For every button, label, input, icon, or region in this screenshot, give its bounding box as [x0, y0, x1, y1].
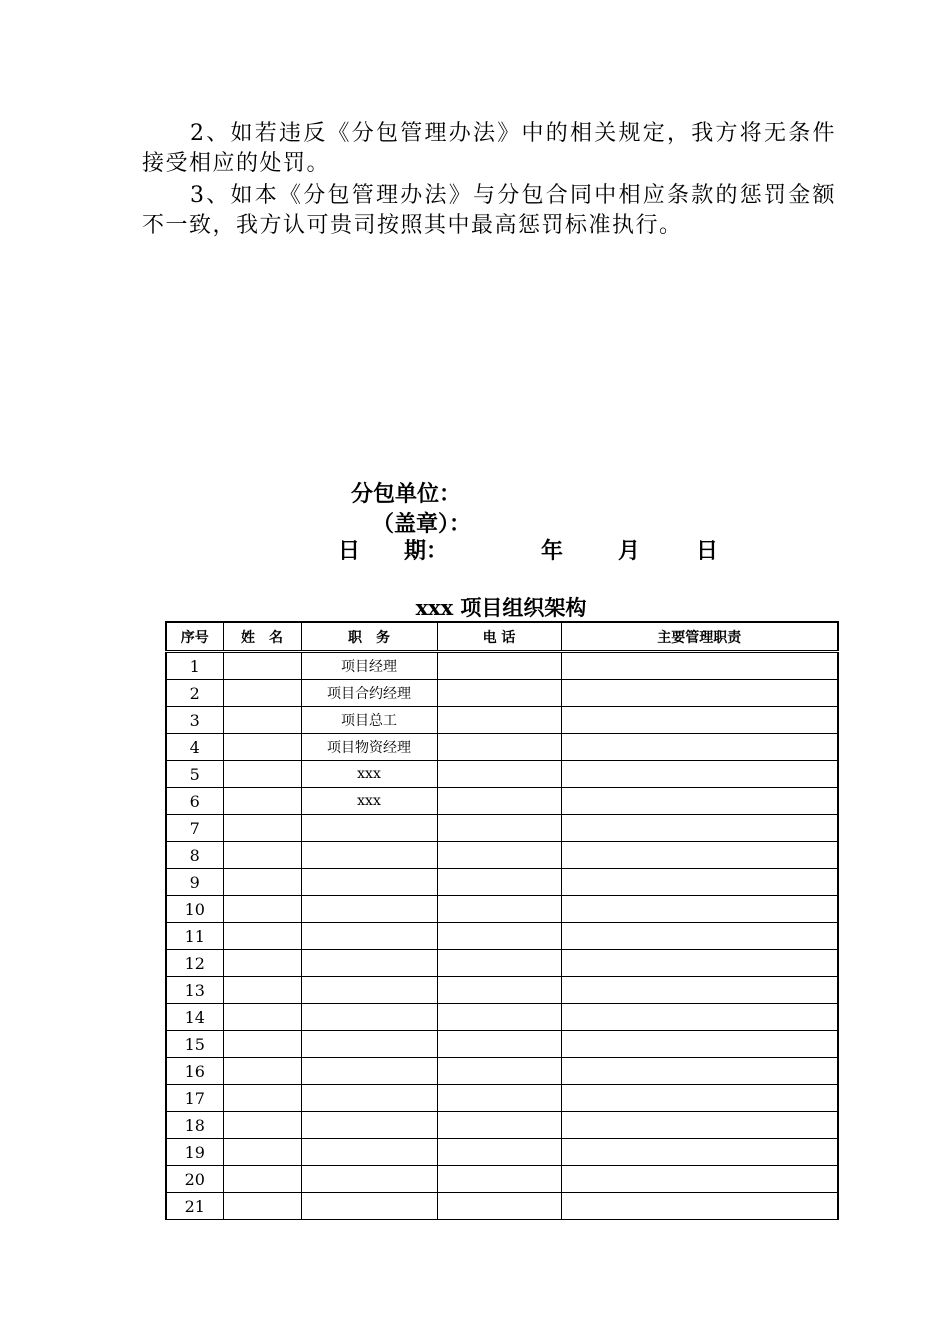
row-responsibilities-cell — [561, 950, 838, 977]
row-phone-cell — [437, 815, 561, 842]
row-name-cell — [223, 1004, 301, 1031]
row-position-cell — [301, 1112, 437, 1139]
row-name-cell — [223, 761, 301, 788]
row-serial-no: 14 — [166, 1004, 223, 1031]
table-row — [166, 1058, 838, 1085]
row-serial-no: 11 — [166, 923, 223, 950]
clause-3-paragraph: 3、如本《分包管理办法》与分包合同中相应条款的惩罚金额不一致，我方认可贵司按照其中最高惩罚标准执行。 — [142, 183, 836, 238]
table-row — [166, 950, 838, 977]
table-row — [166, 1193, 838, 1220]
table-row — [166, 869, 838, 896]
row-position-cell — [301, 1166, 437, 1193]
row-serial-no: 5 — [166, 761, 223, 788]
row-position-cell — [301, 1004, 437, 1031]
row-name-cell — [223, 707, 301, 734]
table-row — [166, 652, 838, 680]
row-position-cell: xxx — [301, 761, 437, 788]
row-phone-cell — [437, 680, 561, 707]
subcontractor-unit-label: 分包单位： — [351, 482, 462, 507]
row-phone-cell — [437, 1112, 561, 1139]
row-name-cell — [223, 1058, 301, 1085]
row-serial-no: 4 — [166, 734, 223, 761]
row-name-cell — [223, 923, 301, 950]
row-phone-cell — [437, 1004, 561, 1031]
row-serial-no: 17 — [166, 1085, 223, 1112]
row-responsibilities-cell — [561, 788, 838, 815]
row-responsibilities-cell — [561, 734, 838, 761]
header-serial-no: 序号 — [166, 622, 223, 652]
row-responsibilities-cell — [561, 652, 838, 680]
row-serial-no: 6 — [166, 788, 223, 815]
row-serial-no: 12 — [166, 950, 223, 977]
row-position-cell — [301, 1193, 437, 1220]
org-chart-title: xxx 项目组织架构 — [415, 595, 587, 620]
row-phone-cell — [437, 1193, 561, 1220]
header-responsibilities: 主要管理职责 — [561, 622, 838, 652]
table-row — [166, 788, 838, 815]
row-name-cell — [223, 1112, 301, 1139]
row-responsibilities-cell — [561, 1139, 838, 1166]
row-position-cell: 项目总工 — [301, 707, 437, 734]
row-responsibilities-cell — [561, 1112, 838, 1139]
row-serial-no: 7 — [166, 815, 223, 842]
row-responsibilities-cell — [561, 707, 838, 734]
row-responsibilities-cell — [561, 923, 838, 950]
row-name-cell — [223, 815, 301, 842]
table-row — [166, 1166, 838, 1193]
seal-label: （盖章）： — [372, 512, 472, 537]
row-responsibilities-cell — [561, 1004, 838, 1031]
clause-2-paragraph: 2、如若违反《分包管理办法》中的相关规定，我方将无条件接受相应的处罚。 — [142, 121, 836, 176]
row-phone-cell — [437, 1058, 561, 1085]
table-row — [166, 734, 838, 761]
row-responsibilities-cell — [561, 1166, 838, 1193]
row-serial-no: 3 — [166, 707, 223, 734]
row-responsibilities-cell — [561, 842, 838, 869]
row-serial-no: 21 — [166, 1193, 223, 1220]
row-name-cell — [223, 950, 301, 977]
row-position-cell — [301, 1058, 437, 1085]
row-serial-no: 19 — [166, 1139, 223, 1166]
header-position: 职 务 — [301, 622, 437, 652]
table-row — [166, 1112, 838, 1139]
table-row — [166, 896, 838, 923]
row-serial-no: 18 — [166, 1112, 223, 1139]
row-name-cell — [223, 1193, 301, 1220]
row-name-cell — [223, 734, 301, 761]
row-responsibilities-cell — [561, 869, 838, 896]
row-responsibilities-cell — [561, 1058, 838, 1085]
row-phone-cell — [437, 1085, 561, 1112]
row-name-cell — [223, 788, 301, 815]
row-phone-cell — [437, 1139, 561, 1166]
row-name-cell — [223, 896, 301, 923]
row-phone-cell — [437, 734, 561, 761]
row-name-cell — [223, 680, 301, 707]
row-responsibilities-cell — [561, 1085, 838, 1112]
row-phone-cell — [437, 869, 561, 896]
row-name-cell — [223, 652, 301, 680]
row-phone-cell — [437, 761, 561, 788]
row-serial-no: 10 — [166, 896, 223, 923]
table-row — [166, 923, 838, 950]
row-serial-no: 8 — [166, 842, 223, 869]
row-serial-no: 16 — [166, 1058, 223, 1085]
row-phone-cell — [437, 1166, 561, 1193]
table-row — [166, 707, 838, 734]
row-responsibilities-cell — [561, 761, 838, 788]
row-position-cell — [301, 923, 437, 950]
year-label: 年 — [541, 539, 564, 564]
row-position-cell — [301, 896, 437, 923]
row-responsibilities-cell — [561, 1193, 838, 1220]
row-position-cell: 项目合约经理 — [301, 680, 437, 707]
row-responsibilities-cell — [561, 896, 838, 923]
row-position-cell — [301, 1085, 437, 1112]
row-name-cell — [223, 1085, 301, 1112]
row-position-cell — [301, 1031, 437, 1058]
table-header-row — [166, 622, 838, 652]
table-row — [166, 977, 838, 1004]
row-serial-no: 13 — [166, 977, 223, 1004]
row-serial-no: 2 — [166, 680, 223, 707]
row-phone-cell — [437, 896, 561, 923]
row-position-cell: xxx — [301, 788, 437, 815]
row-serial-no: 20 — [166, 1166, 223, 1193]
row-phone-cell — [437, 707, 561, 734]
row-phone-cell — [437, 923, 561, 950]
table-row — [166, 761, 838, 788]
row-position-cell — [301, 869, 437, 896]
row-responsibilities-cell — [561, 977, 838, 1004]
row-serial-no: 1 — [166, 652, 223, 680]
row-phone-cell — [437, 652, 561, 680]
row-phone-cell — [437, 842, 561, 869]
row-name-cell — [223, 842, 301, 869]
row-phone-cell — [437, 1031, 561, 1058]
table-row — [166, 1031, 838, 1058]
table-row — [166, 842, 838, 869]
month-label: 月 — [618, 539, 641, 564]
table-row — [166, 1139, 838, 1166]
row-responsibilities-cell — [561, 815, 838, 842]
row-name-cell — [223, 869, 301, 896]
date-label: 日 期： — [338, 539, 449, 564]
row-serial-no: 15 — [166, 1031, 223, 1058]
row-position-cell — [301, 1139, 437, 1166]
row-name-cell — [223, 1139, 301, 1166]
table-row — [166, 680, 838, 707]
row-position-cell — [301, 977, 437, 1004]
row-responsibilities-cell — [561, 680, 838, 707]
row-phone-cell — [437, 950, 561, 977]
row-position-cell: 项目物资经理 — [301, 734, 437, 761]
row-phone-cell — [437, 977, 561, 1004]
day-label: 日 — [696, 539, 719, 564]
row-position-cell — [301, 842, 437, 869]
row-responsibilities-cell — [561, 1031, 838, 1058]
table-row — [166, 1004, 838, 1031]
row-position-cell: 项目经理 — [301, 652, 437, 680]
row-position-cell — [301, 950, 437, 977]
table-row — [166, 815, 838, 842]
row-phone-cell — [437, 788, 561, 815]
row-name-cell — [223, 1031, 301, 1058]
row-name-cell — [223, 977, 301, 1004]
header-name: 姓 名 — [223, 622, 301, 652]
header-phone: 电 话 — [437, 622, 561, 652]
table-row — [166, 1085, 838, 1112]
org-structure-table — [165, 621, 839, 1220]
row-serial-no: 9 — [166, 869, 223, 896]
row-position-cell — [301, 815, 437, 842]
row-name-cell — [223, 1166, 301, 1193]
